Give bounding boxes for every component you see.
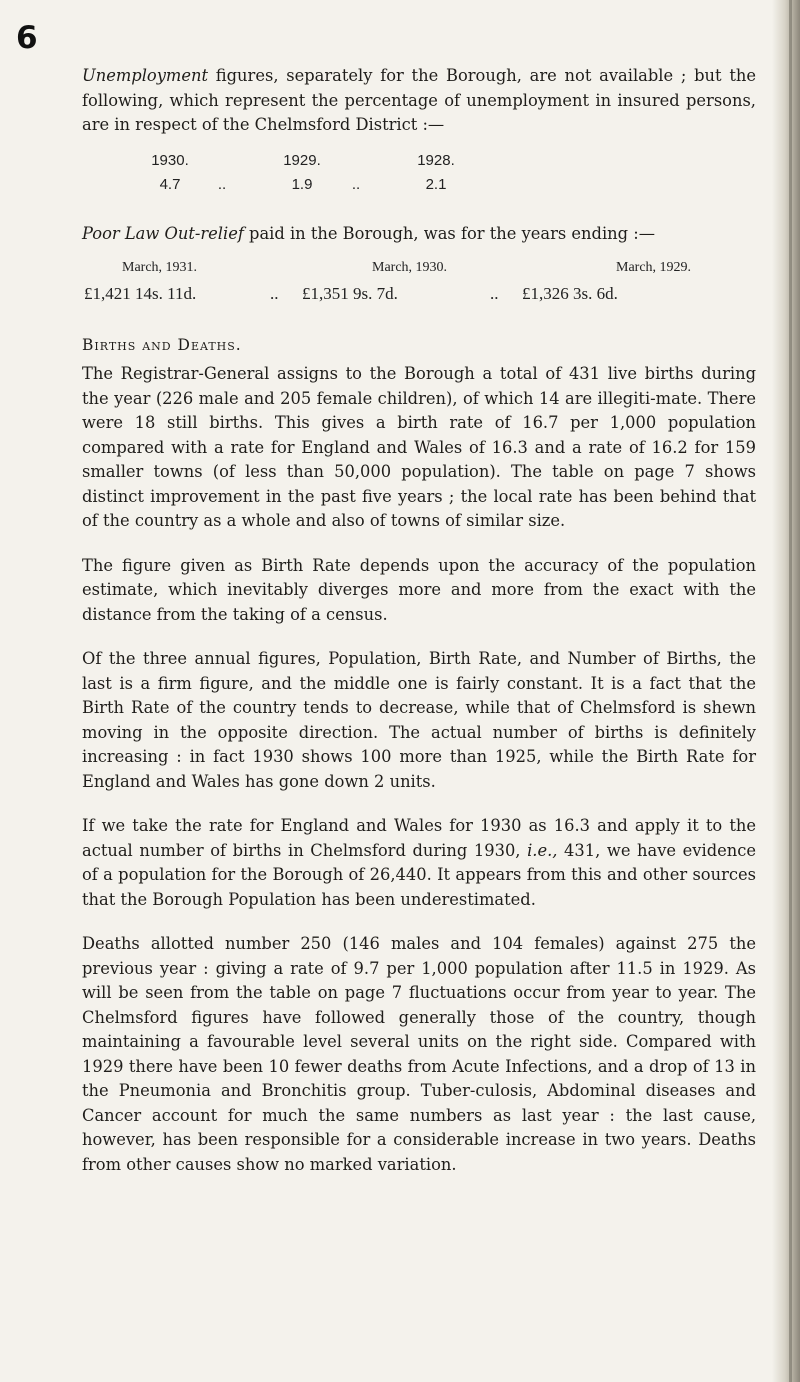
year-1929: 1929. (283, 151, 321, 169)
amount-1929: £1,326 3s. 6d. (522, 284, 618, 303)
poor-law-title: Poor Law Out-relief (82, 223, 244, 243)
unemployment-title: Unemployment (82, 66, 209, 85)
separator: .. (270, 284, 279, 303)
amount-1931: £1,421 14s. 11d. (84, 284, 197, 303)
poor-law-paragraph (82, 222, 756, 247)
value-1929: 1.9 (291, 175, 313, 193)
poor-law-header-row (82, 260, 756, 284)
header-march-1929: March, 1929. (616, 260, 692, 275)
separator: .. (490, 284, 499, 303)
paragraph-population-evidence (82, 814, 756, 912)
value-1930: 4.7 (159, 175, 181, 193)
poor-law-value-row (82, 284, 756, 308)
poor-law-text: paid in the Borough, was for the years ending :— (243, 223, 656, 243)
poor-law-table (82, 260, 756, 308)
page-edge-shadow (772, 0, 800, 1382)
separator: .. (351, 175, 361, 193)
year-1928: 1928. (417, 151, 455, 169)
p4-end: 431, we have evidence of a population for the Borough of 26,440. It appears from this and other sources that the Borough Population has been underestimated. (82, 840, 756, 909)
year-1930: 1930. (151, 151, 189, 169)
page-content (82, 64, 756, 1177)
separator: .. (217, 175, 227, 193)
unemployment-value-row (82, 176, 756, 200)
value-1928: 2.1 (425, 175, 447, 193)
paragraph-population-estimate: The figure given as Birth Rate depends upon the accuracy of the population estimate, which inevitably diverges more and more from the exact with the distance from the taking of a census. (82, 555, 756, 624)
header-march-1930: March, 1930. (372, 260, 448, 275)
unemployment-paragraph (82, 64, 756, 138)
header-march-1931: March, 1931. (122, 260, 198, 275)
paragraph-deaths: Deaths allotted number 250 (146 males and 104 females) against 275 the previous year : giving a rate of 9.7 per 1,000 population after 11.5 in 1929. As will be seen from the table on page 7 fluctuations occur from year to year. The Chelmsford figures have followed generally those of the country, though maintaining a favourable level several units on the right side. Compared with 1929 there have been 10 fewer deaths from Acute Infections, and a drop of 13 in the Pneumonia and Bronchitis group. Tuber-culosis, Abdominal diseases and Cancer account for much the same numbers as last year : the last cause, however, has been responsible for a considerable increase in two years. Deaths from other causes show no marked variation. (82, 934, 756, 1174)
unemployment-year-row (82, 152, 756, 176)
page-edge-line (789, 0, 792, 1382)
paragraph-annual-figures: Of the three annual figures, Population, Birth Rate, and Number of Births, the last is a firm figure, and the middle one is fairly constant. It is a fact that the Birth Rate of the country tends to decrease, while that of Chelmsford is shewn moving in the opposite direction. The actual number of births is definitely increasing : in fact 1930 shows 100 more than 1925, while the Birth Rate for England and Wales has gone down 2 units. (82, 649, 756, 791)
unemployment-table (82, 152, 756, 200)
unemployment-text: figures, separately for the Borough, are not available ; but the following, which represent the percentage of unemployment in insured persons, are in respect of the Chelmsford District :— (82, 66, 756, 134)
p4-start: If we take the rate for England and Wales for 1930 as 16.3 and apply it to the actual number of births in Chelmsford during 1930, (82, 816, 756, 860)
page-number: 6 (16, 20, 38, 56)
amount-1930: £1,351 9s. 7d. (302, 284, 398, 303)
section-heading: Births and Deaths. (82, 336, 242, 354)
paragraph-birth-rate: The Registrar-General assigns to the Borough a total of 431 live births during the year (226 male and 205 female children), of which 14 are illegiti-mate. There were 18 still births. This gives a birth rate of 16.7 per 1,000 population compared with a rate for England and Wales of 16.3 and a rate of 16.2 for 159 smaller towns (of less than 50,000 population). The table on page 7 shows distinct improvement in the past five years ; the local rate has been behind that of the country as a whole and also of towns of similar size. (82, 364, 756, 530)
p4-ie: i.e., (527, 840, 558, 860)
